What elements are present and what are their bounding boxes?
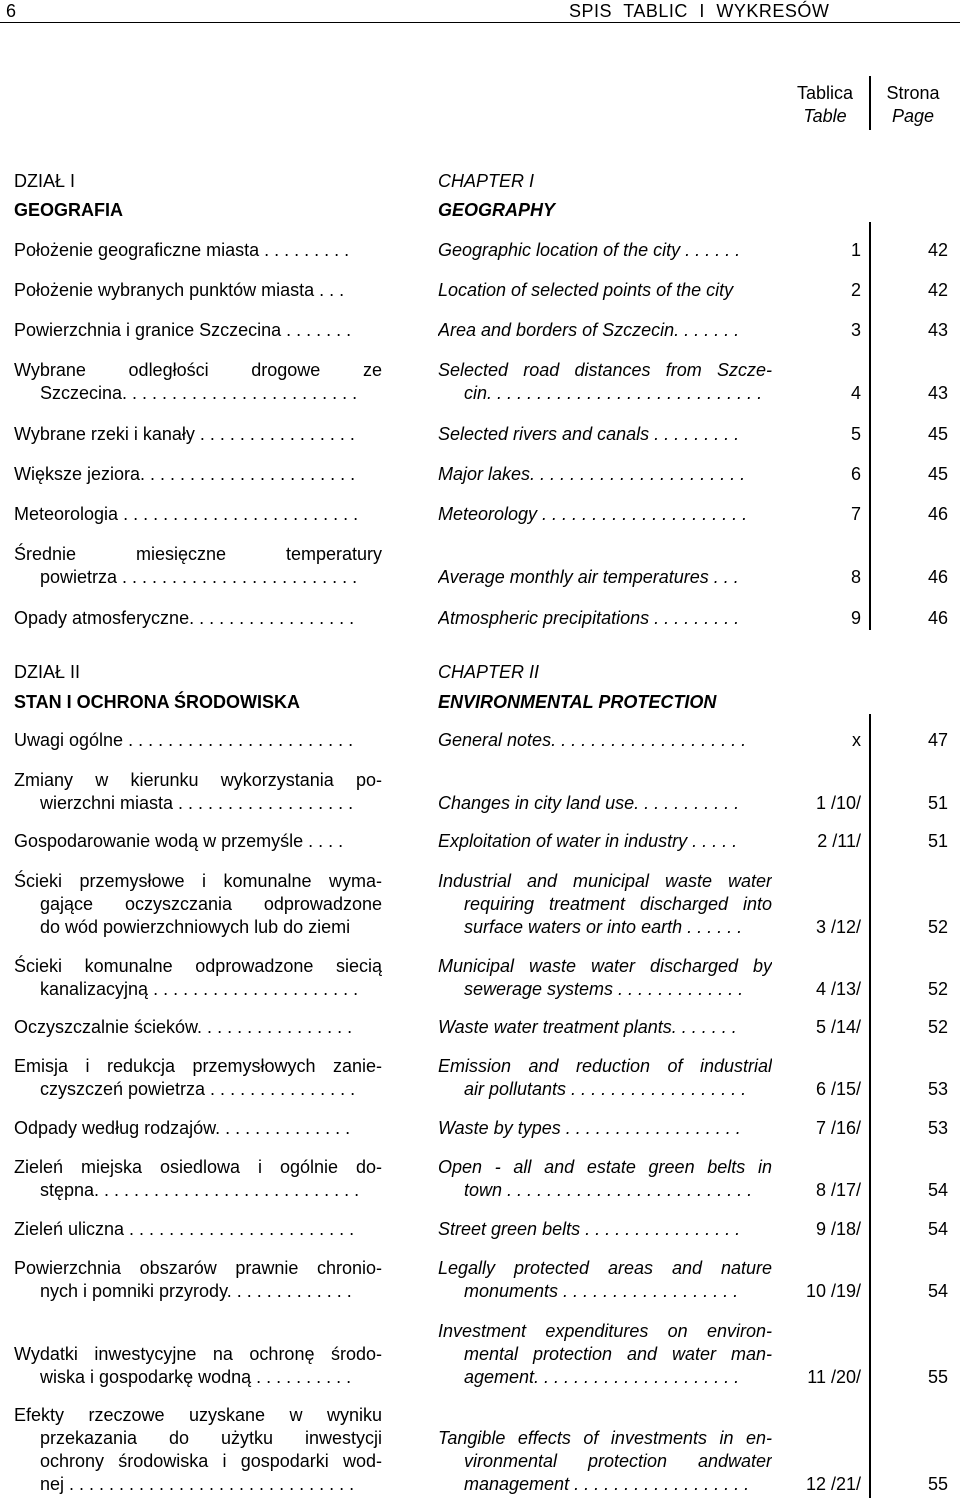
page-number-cell: 53 <box>927 1079 948 1099</box>
pl-entry-line: Oczyszczalnie ścieków. . . . . . . . . . . . . . . . <box>14 1017 353 1037</box>
en-entry-line: monuments . . . . . . . . . . . . . . . . . . <box>464 1281 739 1301</box>
page-number-cell: 42 <box>927 240 948 260</box>
en-entry-text <box>438 319 772 342</box>
pl-entry-line: Wybrane rzeki i kanały . . . . . . . . . . . . . . . . <box>14 424 355 444</box>
en-entry-line: Exploitation of water in industry . . . . . <box>438 831 738 851</box>
table-number: 1 <box>850 240 861 260</box>
en-entry-text <box>438 607 772 630</box>
pl-entry-line: Gospodarowanie wodą w przemyśle . . . . <box>14 831 344 851</box>
section1-en-label: CHAPTER I <box>438 171 535 191</box>
column-header-page <box>874 82 952 128</box>
pl-entry-text <box>14 359 382 405</box>
pl-entry-text <box>14 1218 382 1241</box>
en-entry-text <box>438 1257 772 1303</box>
pl-entry-text <box>14 543 382 589</box>
pl-entry-text <box>14 1055 382 1101</box>
table-number: 7 <box>850 504 861 524</box>
page-number-cell: 54 <box>927 1180 948 1200</box>
en-entry-line: surface waters or into earth . . . . . . <box>464 917 743 937</box>
en-entry-line: Meteorology . . . . . . . . . . . . . . . . . . . . . <box>438 504 748 524</box>
pl-entry-text <box>14 1016 382 1039</box>
pl-entry-line: nych i pomniki przyrody. . . . . . . . . . . . . <box>40 1281 352 1301</box>
en-entry-line: Atmospheric precipitations . . . . . . . . . <box>438 608 740 628</box>
pl-entry-line: Zieleń miejska osiedlowa i ogólnie do- <box>14 1157 382 1177</box>
section2-en-label: CHAPTER II <box>438 662 540 682</box>
en-entry-text <box>438 566 772 589</box>
en-entry-line: town . . . . . . . . . . . . . . . . . . . . . . . . . <box>464 1180 753 1200</box>
en-entry-text <box>438 830 772 853</box>
table-number: 12 /21/ <box>805 1474 861 1494</box>
pl-entry-line: Wybrane odległości drogowe ze <box>14 360 382 380</box>
table-number: 3 <box>850 320 861 340</box>
table-number: 10 /19/ <box>805 1281 861 1301</box>
page-number-cell: 51 <box>927 831 948 851</box>
en-entry-line: General notes. . . . . . . . . . . . . . . . . . . . <box>438 730 747 750</box>
table-number: 8 /17/ <box>815 1180 861 1200</box>
pl-entry-text <box>14 1117 382 1140</box>
en-entry-line: vironmental protection andwater <box>464 1451 772 1471</box>
en-entry-line: Legally protected areas and nature <box>438 1258 772 1278</box>
en-entry-line: Industrial and municipal waste water <box>438 871 772 891</box>
pl-entry-line: powietrza . . . . . . . . . . . . . . . . . . . . . . . . <box>40 567 358 587</box>
en-entry-line: Changes in city land use. . . . . . . . . . . <box>438 793 740 813</box>
table-number: 8 <box>850 567 861 587</box>
en-entry-line: Waste water treatment plants. . . . . . . <box>438 1017 737 1037</box>
en-entry-text <box>438 870 772 939</box>
section1-pl-title: GEOGRAFIA <box>14 200 124 220</box>
en-entry-text <box>438 1117 772 1140</box>
page-number-cell: 43 <box>927 320 948 340</box>
en-entry-line: Emission and reduction of industrial <box>438 1056 772 1076</box>
pl-entry-line: czyszczeń powietrza . . . . . . . . . . . . . . . <box>40 1079 356 1099</box>
table-number: 6 <box>850 464 861 484</box>
pl-entry-text <box>14 279 382 302</box>
pl-entry-line: gające oczyszczania odprowadzone <box>40 894 382 914</box>
pl-entry-line: Zmiany w kierunku wykorzystania po- <box>14 770 382 790</box>
en-entry-line: Location of selected points of the city <box>438 280 734 300</box>
section2-en-title: ENVIRONMENTAL PROTECTION <box>438 692 717 712</box>
pl-entry-line: Efekty rzeczowe uzyskane w wyniku <box>14 1405 382 1425</box>
en-entry-text <box>438 1427 772 1496</box>
en-entry-text <box>438 729 772 752</box>
pl-entry-line: Szczecina. . . . . . . . . . . . . . . . . . . . . . . . <box>40 383 358 403</box>
en-entry-text <box>438 792 772 815</box>
section2-pl-title: STAN I OCHRONA ŚRODOWISKA <box>14 692 300 712</box>
table-number: 4 /13/ <box>815 979 861 999</box>
pl-entry-text <box>14 239 382 262</box>
en-entry-line: Area and borders of Szczecin. . . . . . . <box>438 320 740 340</box>
en-entry-text <box>438 423 772 446</box>
page-number-cell: 53 <box>927 1118 948 1138</box>
pl-entry-line: Ścieki przemysłowe i komunalne wyma- <box>14 871 382 891</box>
en-entry-line: Selected road distances from Szcze- <box>438 360 772 380</box>
page-number-cell: 54 <box>927 1219 948 1239</box>
table-number: 1 /10/ <box>815 793 861 813</box>
en-entry-line: Waste by types . . . . . . . . . . . . . . . . . . <box>438 1118 741 1138</box>
en-entry-text <box>438 359 772 405</box>
page-number-cell: 46 <box>927 608 948 628</box>
en-entry-text <box>438 279 772 302</box>
table-number: 2 <box>850 280 861 300</box>
en-entry-line: Average monthly air temperatures . . . <box>438 567 739 587</box>
pl-entry-line: wiska i gospodarkę wodną . . . . . . . . . . <box>40 1367 352 1387</box>
pl-entry-line: Uwagi ogólne . . . . . . . . . . . . . . . . . . . . . . . <box>14 730 354 750</box>
page-number-cell: 55 <box>927 1474 948 1494</box>
pl-entry-line: kanalizacyjną . . . . . . . . . . . . . . . . . . . . . <box>40 979 359 999</box>
en-entry-line: Investment expenditures on environ- <box>438 1321 772 1341</box>
en-entry-text <box>438 463 772 486</box>
pl-entry-line: Odpady według rodzajów. . . . . . . . . . . . . . <box>14 1118 351 1138</box>
page-number: 6 <box>6 1 17 21</box>
pl-entry-line: Położenie wybranych punktów miasta . . . <box>14 280 345 300</box>
column-header-table-en: Table <box>803 106 847 126</box>
en-entry-text <box>438 1320 772 1389</box>
en-entry-line: Selected rivers and canals . . . . . . . . . <box>438 424 740 444</box>
table-number: 2 /11/ <box>817 831 861 851</box>
pl-entry-text <box>14 955 382 1001</box>
pl-entry-line: Powierzchnia obszarów prawnie chronio- <box>14 1258 382 1278</box>
page-number-cell: 54 <box>927 1281 948 1301</box>
en-entry-text <box>438 503 772 526</box>
section1-en-title: GEOGRAPHY <box>438 200 556 220</box>
en-entry-line: agement. . . . . . . . . . . . . . . . . . . . . <box>464 1367 740 1387</box>
pl-entry-line: Średnie miesięczne temperatury <box>14 544 382 564</box>
section1-column-divider <box>869 222 871 630</box>
en-entry-text <box>438 1156 772 1202</box>
table-number: 5 <box>850 424 861 444</box>
page-number-cell: 52 <box>927 979 948 999</box>
table-number: 7 /16/ <box>815 1118 861 1138</box>
pl-entry-text <box>14 1404 382 1496</box>
en-entry-line: Major lakes. . . . . . . . . . . . . . . . . . . . . . <box>438 464 746 484</box>
pl-entry-text <box>14 1156 382 1202</box>
pl-entry-text <box>14 1343 382 1389</box>
pl-entry-text <box>14 1257 382 1303</box>
pl-entry-line: Powierzchnia i granice Szczecina . . . . . . . <box>14 320 352 340</box>
en-entry-line: cin. . . . . . . . . . . . . . . . . . . . . . . . . . . . <box>464 383 763 403</box>
table-number: 6 /15/ <box>815 1079 861 1099</box>
pl-entry-text <box>14 319 382 342</box>
table-number: 11 /20/ <box>807 1367 861 1387</box>
en-entry-line: requiring treatment discharged into <box>464 894 772 914</box>
column-header-divider <box>869 76 871 130</box>
column-header-page-pl: Strona <box>886 83 940 103</box>
running-header <box>0 0 960 24</box>
en-entry-line: sewerage systems . . . . . . . . . . . . . <box>464 979 744 999</box>
page-number-cell: 43 <box>927 383 948 403</box>
pl-entry-line: Większe jeziora. . . . . . . . . . . . . . . . . . . . . . <box>14 464 356 484</box>
running-title: SPIS TABLIC I WYKRESÓW <box>569 1 830 21</box>
page-number-cell: 52 <box>927 1017 948 1037</box>
pl-entry-line: ochrony środowiska i gospodarki wod- <box>40 1451 382 1471</box>
en-entry-line: Open - all and estate green belts in <box>438 1157 772 1177</box>
pl-entry-text <box>14 870 382 939</box>
table-number: x <box>852 730 861 750</box>
column-header-table <box>786 82 864 128</box>
en-entry-text <box>438 1055 772 1101</box>
pl-entry-line: Ścieki komunalne odprowadzone siecią <box>14 956 382 976</box>
page-number-cell: 45 <box>927 464 948 484</box>
pl-entry-text <box>14 607 382 630</box>
section2-column-divider <box>869 714 871 1498</box>
en-entry-line: Geographic location of the city . . . . . . <box>438 240 741 260</box>
table-number: 3 /12/ <box>815 917 861 937</box>
page-number-cell: 45 <box>927 424 948 444</box>
pl-entry-text <box>14 830 382 853</box>
table-number: 9 /18/ <box>815 1219 861 1239</box>
page-number-cell: 47 <box>927 730 948 750</box>
en-entry-text <box>438 1016 772 1039</box>
pl-entry-line: Zieleń uliczna . . . . . . . . . . . . . . . . . . . . . . . <box>14 1219 355 1239</box>
en-entry-line: mental protection and water man- <box>464 1344 772 1364</box>
page-number-cell: 51 <box>927 793 948 813</box>
table-number: 9 <box>850 608 861 628</box>
section1-pl-label: DZIAŁ I <box>14 171 76 191</box>
en-entry-text <box>438 239 772 262</box>
section2-pl-label: DZIAŁ II <box>14 662 81 682</box>
pl-entry-line: stępna. . . . . . . . . . . . . . . . . . . . . . . . . . . <box>40 1180 360 1200</box>
header-rule <box>0 22 960 23</box>
en-entry-text <box>438 955 772 1001</box>
page-number-cell: 52 <box>927 917 948 937</box>
en-entry-line: management . . . . . . . . . . . . . . . . . . <box>464 1474 750 1494</box>
pl-entry-line: Opady atmosferyczne. . . . . . . . . . . . . . . . . <box>14 608 355 628</box>
page-number-cell: 46 <box>927 567 948 587</box>
page-number-cell: 46 <box>927 504 948 524</box>
pl-entry-line: Położenie geograficzne miasta . . . . . . . . . <box>14 240 350 260</box>
pl-entry-line: Wydatki inwestycyjne na ochronę środo- <box>14 1344 382 1364</box>
page-number-cell: 55 <box>927 1367 948 1387</box>
pl-entry-line: wierzchni miasta . . . . . . . . . . . . . . . . . . <box>40 793 354 813</box>
en-entry-line: Tangible effects of investments in en- <box>438 1428 772 1448</box>
pl-entry-line: Emisja i redukcja przemysłowych zanie- <box>14 1056 382 1076</box>
pl-entry-text <box>14 463 382 486</box>
pl-entry-line: Meteorologia . . . . . . . . . . . . . . . . . . . . . . . . <box>14 504 359 524</box>
pl-entry-line: przekazania do użytku inwestycji <box>40 1428 382 1448</box>
table-number: 5 /14/ <box>815 1017 861 1037</box>
table-number: 4 <box>850 383 861 403</box>
column-header-page-en: Page <box>891 106 935 126</box>
en-entry-line: Street green belts . . . . . . . . . . . . . . . . <box>438 1219 741 1239</box>
pl-entry-line: do wód powierzchniowych lub do ziemi <box>40 917 351 937</box>
page-number-cell: 42 <box>927 280 948 300</box>
pl-entry-line: nej . . . . . . . . . . . . . . . . . . . . . . . . . . . . . <box>40 1474 355 1494</box>
pl-entry-text <box>14 729 382 752</box>
pl-entry-text <box>14 423 382 446</box>
pl-entry-text <box>14 769 382 815</box>
en-entry-line: Municipal waste water discharged by <box>438 956 772 976</box>
pl-entry-text <box>14 503 382 526</box>
column-header-table-pl: Tablica <box>796 83 854 103</box>
en-entry-text <box>438 1218 772 1241</box>
en-entry-line: air pollutants . . . . . . . . . . . . . . . . . . <box>464 1079 747 1099</box>
